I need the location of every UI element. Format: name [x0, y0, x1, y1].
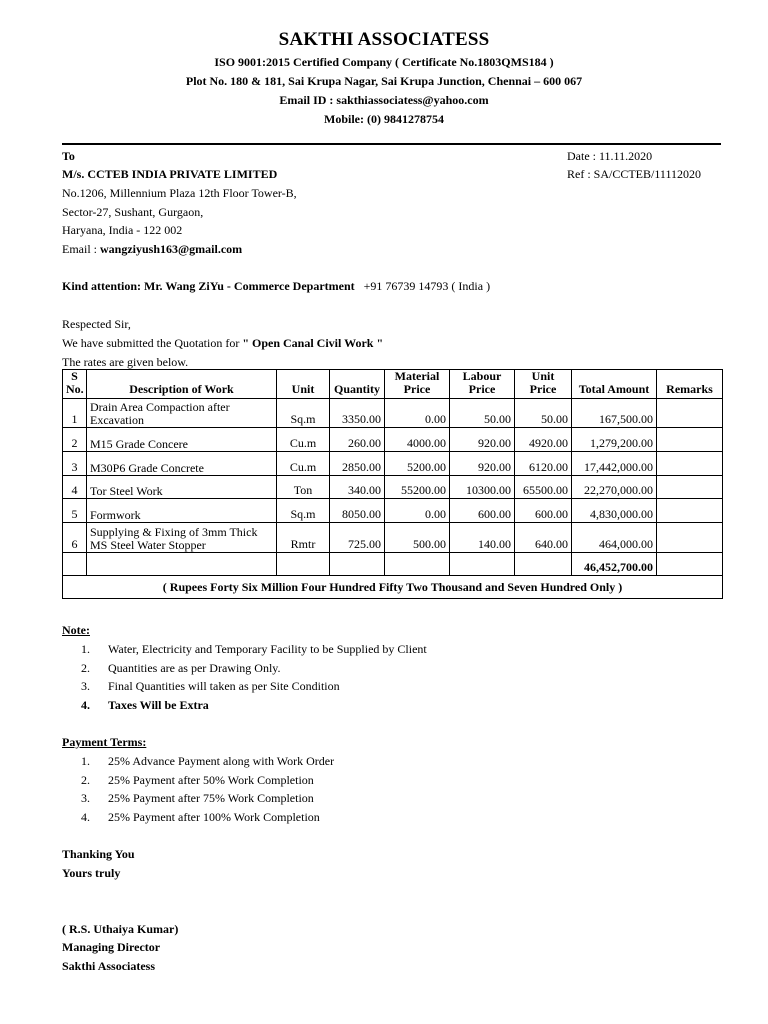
- row-sno: 3: [63, 452, 87, 476]
- quotation-table: [62, 369, 723, 599]
- row-description: M30P6 Grade Concrete: [87, 452, 277, 476]
- payment-term-item: [62, 754, 334, 769]
- header-sno-text: S No.: [66, 369, 84, 396]
- row-labour-price: 10300.00: [450, 476, 515, 499]
- payment-terms-title: Payment Terms:: [62, 735, 147, 749]
- total-row-empty-desc: [87, 553, 277, 576]
- payment-term-number: 4.: [81, 810, 90, 824]
- grand-total-row: [63, 553, 723, 576]
- note-text: Water, Electricity and Temporary Facility to be Supplied by Client: [108, 642, 427, 656]
- recipient-address-line3: Haryana, India - 122 002: [62, 223, 183, 237]
- row-unit-price: 600.00: [515, 499, 572, 523]
- payment-term-number: 1.: [81, 754, 90, 768]
- row-unit: Cu.m: [277, 428, 330, 452]
- row-remarks: [657, 428, 723, 452]
- recipient-address-line1: No.1206, Millennium Plaza 12th Floor Tower-B,: [62, 186, 297, 200]
- row-unit: Sq.m: [277, 399, 330, 428]
- thanking-you: Thanking You: [62, 847, 135, 861]
- recipient-name: M/s. CCTEB INDIA PRIVATE LIMITED: [62, 167, 278, 181]
- payment-term-text: 25% Payment after 100% Work Completion: [108, 810, 320, 824]
- row-material-price: 5200.00: [385, 452, 450, 476]
- note-item: [62, 679, 340, 694]
- row-unit-price: 6120.00: [515, 452, 572, 476]
- note-item: [62, 698, 209, 713]
- signatory-name: ( R.S. Uthaiya Kumar): [62, 922, 179, 936]
- row-sno: 1: [63, 399, 87, 428]
- amount-in-words-row: [63, 576, 723, 599]
- row-remarks: [657, 523, 723, 553]
- row-material-price: 500.00: [385, 523, 450, 553]
- row-total-amount: 4,830,000.00: [572, 499, 657, 523]
- table-row: [63, 523, 723, 553]
- row-material-price: 0.00: [385, 499, 450, 523]
- note-text: Quantities are as per Drawing Only.: [108, 661, 281, 675]
- recipient-email: [62, 242, 242, 257]
- table-row: [63, 428, 723, 452]
- row-remarks: [657, 399, 723, 428]
- note-text: Final Quantities will taken as per Site Condition: [108, 679, 340, 693]
- intro-sentence: We have submitted the Quotation for: [62, 336, 243, 350]
- signatory-company: Sakthi Associatess: [62, 959, 156, 973]
- total-row-empty-remarks: [657, 553, 723, 576]
- recipient-email-value: wangziyush163@gmail.com: [100, 242, 243, 256]
- note-item: [62, 661, 281, 676]
- row-total-amount: 1,279,200.00: [572, 428, 657, 452]
- row-material-price: 4000.00: [385, 428, 450, 452]
- letter-ref: Ref : SA/CCTEB/11112020: [567, 167, 702, 181]
- iso-certification: ISO 9001:2015 Certified Company ( Certificate No.1803QMS184 ): [214, 55, 554, 69]
- row-total-amount: 22,270,000.00: [572, 476, 657, 499]
- total-row-empty-sno: [63, 553, 87, 576]
- attention-phone: +91 76739 14793 ( India ): [363, 279, 491, 293]
- row-sno: 4: [63, 476, 87, 499]
- signatory-title: Managing Director: [62, 940, 161, 954]
- row-labour-price: 920.00: [450, 452, 515, 476]
- row-material-price: 55200.00: [385, 476, 450, 499]
- header-labour-price: Labour Price: [450, 370, 515, 399]
- row-unit: Cu.m: [277, 452, 330, 476]
- row-remarks: [657, 499, 723, 523]
- row-description: M15 Grade Concere: [87, 428, 277, 452]
- to-label: To: [62, 149, 75, 163]
- row-sno: 6: [63, 523, 87, 553]
- intro-text: [62, 336, 383, 351]
- note-text: Taxes Will be Extra: [108, 698, 209, 712]
- row-labour-price: 920.00: [450, 428, 515, 452]
- note-number: 1.: [81, 642, 90, 656]
- note-item: [62, 642, 427, 657]
- letter-date: Date : 11.11.2020: [567, 149, 653, 163]
- header-total-amount: Total Amount: [572, 370, 657, 399]
- payment-term-number: 3.: [81, 791, 90, 805]
- table-row: [63, 476, 723, 499]
- row-sno: 2: [63, 428, 87, 452]
- header-divider: [62, 143, 721, 145]
- row-labour-price: 140.00: [450, 523, 515, 553]
- row-quantity: 2850.00: [330, 452, 385, 476]
- header-remarks: Remarks: [657, 370, 723, 399]
- row-quantity: 3350.00: [330, 399, 385, 428]
- row-total-amount: 464,000.00: [572, 523, 657, 553]
- header-material-price: Material Price: [385, 370, 450, 399]
- row-description: Tor Steel Work: [87, 476, 277, 499]
- row-unit-price: 65500.00: [515, 476, 572, 499]
- row-unit: Ton: [277, 476, 330, 499]
- recipient-address-line2: Sector-27, Sushant, Gurgaon,: [62, 205, 204, 219]
- row-material-price: 0.00: [385, 399, 450, 428]
- row-description: Formwork: [87, 499, 277, 523]
- company-mobile: Mobile: (0) 9841278754: [324, 112, 444, 126]
- row-quantity: 340.00: [330, 476, 385, 499]
- row-quantity: 725.00: [330, 523, 385, 553]
- recipient-email-label: Email :: [62, 242, 100, 256]
- row-unit-price: 50.00: [515, 399, 572, 428]
- company-email: Email ID : sakthiassociatess@yahoo.com: [279, 93, 489, 107]
- total-row-empty-unitprice: [515, 553, 572, 576]
- attention-line: [62, 279, 490, 294]
- total-row-empty-qty: [330, 553, 385, 576]
- note-number: 3.: [81, 679, 90, 693]
- grand-total: 46,452,700.00: [572, 553, 657, 576]
- row-quantity: 8050.00: [330, 499, 385, 523]
- table-row: [63, 452, 723, 476]
- row-unit-price: 4920.00: [515, 428, 572, 452]
- header-unit: Unit: [277, 370, 330, 399]
- payment-term-item: [62, 810, 320, 825]
- table-header-row: [63, 370, 723, 399]
- row-quantity: 260.00: [330, 428, 385, 452]
- row-remarks: [657, 476, 723, 499]
- row-labour-price: 600.00: [450, 499, 515, 523]
- row-total-amount: 17,442,000.00: [572, 452, 657, 476]
- note-number: 2.: [81, 661, 90, 675]
- project-name: " Open Canal Civil Work ": [242, 336, 384, 350]
- table-row: [63, 399, 723, 428]
- total-row-empty-unit: [277, 553, 330, 576]
- row-description: Supplying & Fixing of 3mm Thick MS Steel Water Stopper: [87, 523, 277, 553]
- row-sno: 5: [63, 499, 87, 523]
- total-row-empty-labour: [450, 553, 515, 576]
- company-address: Plot No. 180 & 181, Sai Krupa Nagar, Sai Krupa Junction, Chennai – 600 067: [185, 74, 583, 88]
- payment-term-text: 25% Advance Payment along with Work Order: [108, 754, 335, 768]
- payment-term-text: 25% Payment after 75% Work Completion: [108, 791, 314, 805]
- note-number: 4.: [81, 698, 90, 712]
- payment-term-number: 2.: [81, 773, 90, 787]
- header-sno: [63, 370, 87, 399]
- row-description: Drain Area Compaction after Excavation: [87, 399, 277, 428]
- payment-term-item: [62, 773, 314, 788]
- rates-line: The rates are given below.: [62, 355, 189, 369]
- header-quantity: Quantity: [330, 370, 385, 399]
- yours-truly: Yours truly: [62, 866, 121, 880]
- row-unit-price: 640.00: [515, 523, 572, 553]
- salutation: Respected Sir,: [62, 317, 131, 331]
- payment-term-text: 25% Payment after 50% Work Completion: [108, 773, 314, 787]
- row-unit: Rmtr: [277, 523, 330, 553]
- total-row-empty-material: [385, 553, 450, 576]
- header-description: Description of Work: [87, 370, 277, 399]
- row-total-amount: 167,500.00: [572, 399, 657, 428]
- header-unit-price: Unit Price: [515, 370, 572, 399]
- attention-label: Kind attention: Mr. Wang ZiYu - Commerce Department: [62, 279, 355, 293]
- notes-title: Note:: [62, 623, 90, 637]
- row-labour-price: 50.00: [450, 399, 515, 428]
- row-unit: Sq.m: [277, 499, 330, 523]
- table-row: [63, 499, 723, 523]
- amount-in-words: ( Rupees Forty Six Million Four Hundred Fifty Two Thousand and Seven Hundred Only ): [63, 576, 723, 599]
- row-remarks: [657, 452, 723, 476]
- company-name: SAKTHI ASSOCIATESS: [278, 29, 490, 50]
- payment-term-item: [62, 791, 314, 806]
